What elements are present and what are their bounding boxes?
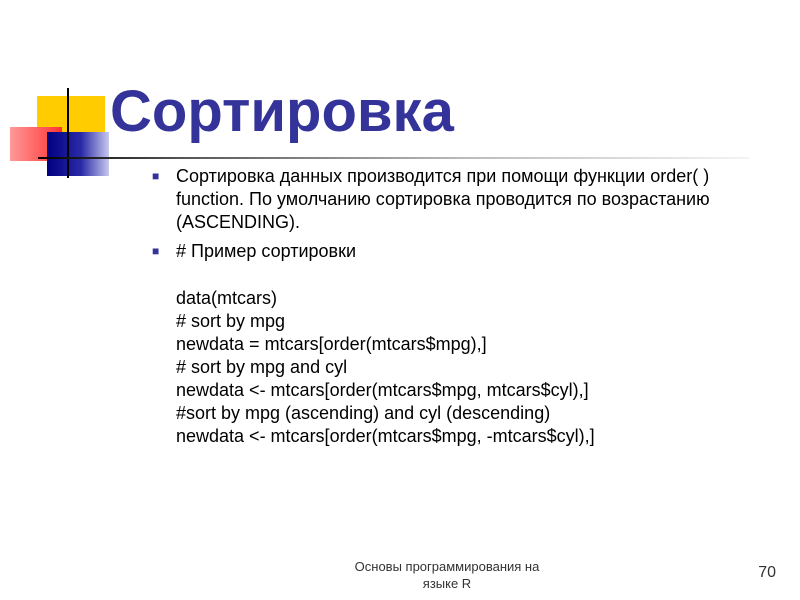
bullet-square-icon: ■	[152, 244, 160, 258]
code-line: #sort by mpg (ascending) and cyl (descending)	[176, 403, 551, 423]
title-divider	[38, 157, 750, 159]
bullet-square-icon: ■	[152, 169, 160, 183]
logo-vertical-line	[67, 88, 69, 178]
bullet-text: # Пример сортировки	[176, 241, 357, 261]
code-line: # sort by mpg	[176, 311, 286, 331]
code-block	[152, 287, 752, 448]
slide-footer	[330, 558, 564, 592]
page-number: 70	[758, 564, 776, 581]
bullet-item	[152, 165, 752, 234]
bullet-text: Сортировка данных производится при помощи функции order( ) function. По умолчанию сортировка проводится по возрастанию (ASCENDING).	[176, 166, 710, 232]
slide-content	[152, 165, 752, 448]
slide-title: Сортировка	[110, 79, 454, 144]
footer-line: языке R	[422, 576, 472, 591]
code-line: newdata <- mtcars[order(mtcars$mpg, -mtcars$cyl),]	[176, 426, 595, 446]
code-line: # sort by mpg and cyl	[176, 357, 348, 377]
code-line: newdata <- mtcars[order(mtcars$mpg, mtcars$cyl),]	[176, 380, 589, 400]
logo-blue-square	[47, 132, 109, 176]
bullet-item	[152, 240, 752, 263]
footer-line: Основы программирования на	[354, 559, 540, 574]
code-line: data(mtcars)	[176, 288, 278, 308]
code-line: newdata = mtcars[order(mtcars$mpg),]	[176, 334, 487, 354]
